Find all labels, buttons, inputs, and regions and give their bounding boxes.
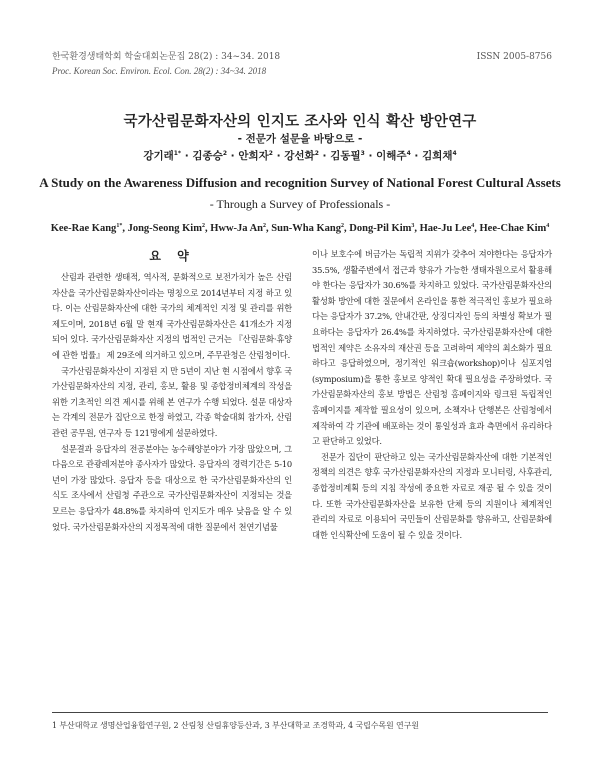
- footnote-rule: [52, 712, 548, 713]
- author: [284, 150, 319, 162]
- author: [480, 223, 550, 234]
- author-affiliation-mark: 4: [471, 223, 475, 229]
- author-name: Dong-Pil Kim: [349, 223, 412, 234]
- abstract-right-column: [312, 247, 552, 543]
- author: [143, 150, 181, 162]
- journal-citation-en: Proc. Korean Soc. Environ. Ecol. Con. 28(2) : 34~34. 2018: [52, 66, 267, 76]
- title-english: A Study on the Awareness Diffusion and recognition Survey of National Forest Cultural Assets: [39, 175, 561, 190]
- author: [271, 223, 344, 234]
- abstract-paragraph: 설문결과 응답자의 전공분야는 농수해양분야가 가장 많았으며, 그 다음으로 관광레저분야 종사자가 많았다. 응답자의 경력기간은 5-10년이 가장 많았다. 응답자 등을 대상으로 한 국가산림문화자산의 인식도 조사에서 산림청 주관으로 국가산림문화자산이 지정되는 것을 모르는 응답자가 48.8%를 차지하여 인지도가 매우 낮음을 알 수 있었다. 국가산림문화자산의 지정목적에 대한 질문에서 천연기념물: [52, 443, 292, 532]
- authors-english: Kee-Rae Kang$^{1*}$, Jong-Seong Kim$^2$, Hww-Ja An$^2$, Sun-Wha Kang$^2$, Dong-Pil Kim$^3$, Hae-Ju Lee$^4$, Hee-Chae Kim$^4$: [50, 223, 550, 234]
- author-name: Sun-Wha Kang: [271, 223, 342, 234]
- author-name: Jong-Seong Kim: [127, 223, 202, 234]
- author-name: 이해주: [376, 150, 407, 162]
- author-name: Kee-Rae Kang: [50, 223, 117, 234]
- issn: ISSN 2005-8756: [476, 52, 552, 62]
- author-name: 강선화: [284, 150, 315, 162]
- author: [192, 150, 227, 162]
- affiliation-footnote: 1 부산대학교 생명산업융합연구원, 2 산림청 산림휴양등산과, 3 부산대학교 조경학과, 4 국립수목원 연구원: [52, 721, 419, 730]
- author-affiliation-mark: 4: [406, 150, 411, 157]
- author: [349, 223, 414, 234]
- author-name: Hae-Ju Lee: [419, 223, 472, 234]
- author-name: Hee-Chae Kim: [479, 223, 547, 234]
- author: [420, 223, 475, 234]
- author: [128, 223, 205, 234]
- author-affiliation-mark: 3: [360, 150, 365, 157]
- abstract-left-column: [52, 244, 292, 535]
- author-name: 강기래: [143, 150, 174, 162]
- author: [422, 150, 457, 162]
- author-affiliation-mark: 2: [201, 223, 205, 229]
- authors-korean: 강기래$^{1*}$ · 김종승$^2$ · 안희자$^2$ · 강선화$^2$ · 김동필$^3$ · 이해주$^4$ · 김희채$^4$: [143, 150, 457, 162]
- author-name: Hww-Ja An: [210, 223, 264, 234]
- author-affiliation-mark: 1*: [173, 150, 182, 157]
- author-affiliation-mark: 4: [452, 150, 457, 157]
- author-affiliation-mark: 2: [341, 223, 345, 229]
- author: [238, 150, 273, 162]
- running-header: [52, 50, 552, 78]
- author-affiliation-mark: 1*: [116, 223, 123, 229]
- abstract-paragraph-continued: 이나 보호수에 버금가는 독립적 지위가 갖추어 져야한다는 응답자가 35.5%, 생활주변에서 접근과 향유가 가능한 생태자원으로서 활용해야 한다는 응답자가 30.6%를 차지하고 있었다. 국가산림문화자산의 활성화 방안에 대한 질문에서 온라인을 통한 적극적인 홍보가 필요하다는 응답자가 37.2%, 안내간판, 상징디자인 등의 차별성 확보가 필요하다는 응답자가 26.4%를 차지하였다. 국가산림문화자산에 대한 법적인 제약은 소유자의 재산권 등을 고려하여 제약의 최소화가 필요하다고 응답하였으며, 정기적인 워크숍(workshop)이나 심포지엄(symposium)을 통한 홍보로 양적인 확대 필요성을 주장하였다. 국가산림문화자산의 홍보 방법은 산림청 홈페이지와 링크된 독립적인 홈페이지를 제작할 필요성이 있으며, 소책자나 단행본은 산림청에서 제작하여 각 기관에 배포하는 것이 통일성과 효과 측면에서 유리하다고 판단하고 있었다.: [312, 249, 552, 447]
- author: [210, 223, 266, 234]
- subtitle-korean: - 전문가 설문을 바탕으로 -: [237, 133, 363, 145]
- author-name: 김동필: [330, 150, 361, 162]
- author-affiliation-mark: 3: [411, 223, 415, 229]
- author-affiliation-mark: 2: [222, 150, 227, 157]
- journal-citation-ko: 한국환경생태학회 학술대회논문집 28(2) : 34~34. 2018: [52, 52, 281, 62]
- author-affiliation-mark: 4: [546, 223, 550, 229]
- abstract-paragraph: 국가산림문화자산이 지정된 지 만 5년이 지난 현 시점에서 향후 국가산림문화자산의 지정, 관리, 홍보, 활용 및 종합정비체계의 작성을 위한 기초적인 의견 제시를 위해 본 연구가 수행 되었다. 설문 대상자는 각계의 전문가 집단으로 한정 하였고, 각종 학술대회 참가자, 산림관련 공무원, 연구자 등 121명에게 설문하였다.: [52, 365, 292, 438]
- author: [376, 150, 411, 162]
- abstract-paragraph: 산림과 관련한 생태적, 역사적, 문화적으로 보전가치가 높은 산림자산을 국가산림문화자산이라는 명칭으로 2014년부터 지정 하고 있다. 이는 산림문화자산에 대한 국가의 체계적인 지정 및 관리를 위한 제도이며, 2018년 6월 말 현재 국가산림문화자산은 41개소가 지정되어 있다. 국가산림문화자산 지정의 법적인 근거는 『산림문화·휴양에 관한 법률』 제 29조에 의거하고 있으며, 주무관청은 산림청이다.: [52, 272, 292, 360]
- author-affiliation-mark: 2: [268, 150, 273, 157]
- abstract-paragraph: 전문가 집단이 판단하고 있는 국가산림문화자산에 대한 기본적인 정책의 의견은 향후 국가산림문화자산의 지정과 모니터링, 사후관리, 종합정비계획 등의 지침 작성에 중요한 자료로 재공 될 수 있을 것이다. 또한 국가산림문화자산을 보유한 단체 등의 지원이나 체계적인 관리의 자료로 이용되어 국민들이 산림문화를 향유하고, 산림문화에 대한 인식확산에 도움이 될 수 있을 것이다.: [312, 451, 552, 540]
- author-name: 안희자: [238, 150, 269, 162]
- author-name: 김종승: [192, 150, 223, 162]
- author-affiliation-mark: 2: [314, 150, 319, 157]
- subtitle-english: - Through a Survey of Professionals -: [209, 197, 391, 211]
- author-name: 김희채: [422, 150, 453, 162]
- author-affiliation-mark: 2: [263, 223, 267, 229]
- title-korean: 국가산림문화자산의 인지도 조사와 인식 확산 방안연구: [123, 114, 477, 130]
- author: [51, 223, 123, 234]
- abstract-heading: 요 약: [149, 249, 195, 263]
- author: [330, 150, 365, 162]
